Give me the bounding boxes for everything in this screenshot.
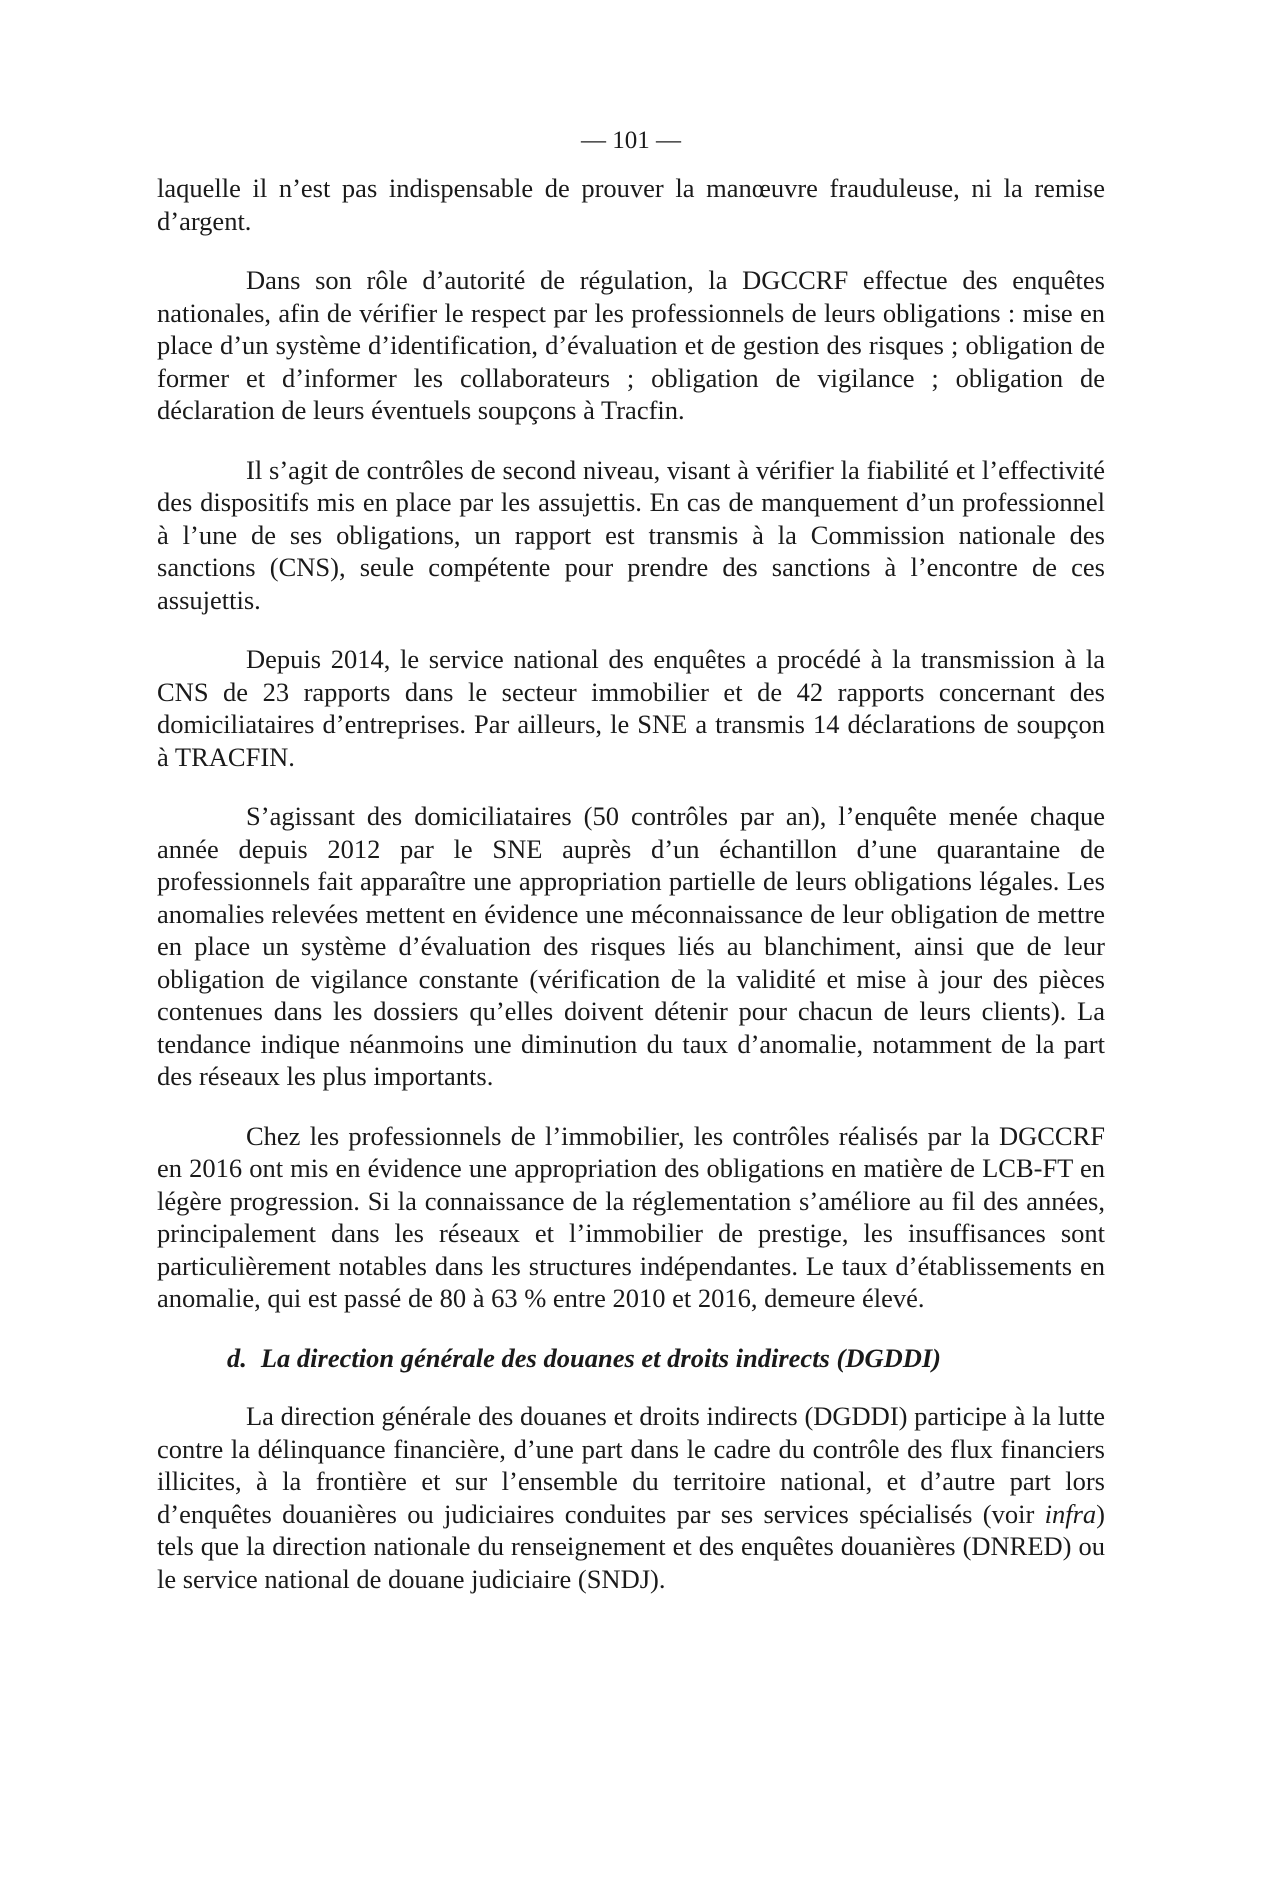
paragraph-domiciliataires: S’agissant des domiciliataires (50 contrôles par an), l’enquête menée chaque année depuis 2012 par le SNE auprès d’un échantillon d’une quarantaine de professionnels fait apparaître une appropriation partielle de leurs obligations légales. Les anomalies relevées mettent en évidence une méconnaissance de leur obligation de mettre en place un système d’évaluation des risques liés au blanchiment, ainsi que de leur obligation de vigilance constante (vérification de la validité et mise à jour des pièces contenues dans les dossiers qu’elles doivent détenir pour chacun de leurs clients). La tendance indique néanmoins une diminution du taux d’anomalie, notamment de la part des réseaux les plus importants. xyxy=(157,801,1105,1091)
paragraph-dgddi-italic: infra xyxy=(1044,1498,1097,1529)
paragraph-immobilier: Chez les professionnels de l’immobilier, les contrôles réalisés par la DGCCRF en 2016 ont mis en évidence une appropriation des obligations en matière de LCB-FT en légère progression. Si la connaissance de la réglementation s’améliore au fil des années, principalement dans les réseaux et l’immobilier de prestige, les insuffisances sont particulièrement notables dans les structures indépendantes. Le taux d’établissements en anomalie, qui est passé de 80 à 63 % entre 2010 et 2016, demeure élevé. xyxy=(157,1120,1105,1313)
section-heading xyxy=(157,1342,1105,1375)
page-number: — 101 — xyxy=(581,127,681,154)
paragraph-sne-transmissions: Depuis 2014, le service national des enquêtes a procédé à la transmission à la CNS de 23 rapports dans le secteur immobilier et de 42 rapports concernant des domiciliataires d’entreprises. Par ailleurs, le SNE a transmis 14 déclarations de soupçon à TRACFIN. xyxy=(157,644,1105,772)
paragraph-dgccrf-role: Dans son rôle d’autorité de régulation, la DGCCRF effectue des enquêtes nationales, afin de vérifier le respect par les professionnels de leurs obligations : mise en place d’un système d’identification, d’évaluation et de gestion des risques ; obligation de former et d’informer les collaborateurs ; obligation de vigilance ; obligation de déclaration de leurs éventuels soupçons à Tracfin. xyxy=(157,265,1105,425)
paragraph-dgddi xyxy=(157,1400,1105,1595)
paragraph-second-level-controls: Il s’agit de contrôles de second niveau, visant à vérifier la fiabilité et l’effectivité des dispositifs mis en place par les assujettis. En cas de manquement d’un professionnel à l’une de ses obligations, un rapport est transmis à la Commission nationale des sanctions (CNS), seule compétente pour prendre des sanctions à l’encontre de ces assujettis. xyxy=(157,454,1105,615)
paragraph-dgddi-part1: La direction générale des douanes et droits indirects (DGDDI) participe à la lutte contre la délinquance financière, d’une part dans le cadre du contrôle des flux financiers illicites, à la frontière et sur l’ensemble du territoire national, et d’autre part lors d’enquêtes douanières ou judiciaires conduites par ses services spécialisés (voir xyxy=(157,1401,1105,1529)
document-page xyxy=(157,126,1105,1622)
paragraph-continuation: laquelle il n’est pas indispensable de prouver la manœuvre frauduleuse, ni la remise d’argent. xyxy=(157,173,1105,236)
section-heading-number: d. xyxy=(227,1342,247,1373)
paragraph-dgddi-part2: ) tels que la direction nationale du renseignement et des enquêtes douanières (DNRED) ou le service national de douane judiciaire (SNDJ). xyxy=(157,1498,1105,1594)
section-heading-text: La direction générale des douanes et droits indirects (DGDDI) xyxy=(260,1342,942,1373)
